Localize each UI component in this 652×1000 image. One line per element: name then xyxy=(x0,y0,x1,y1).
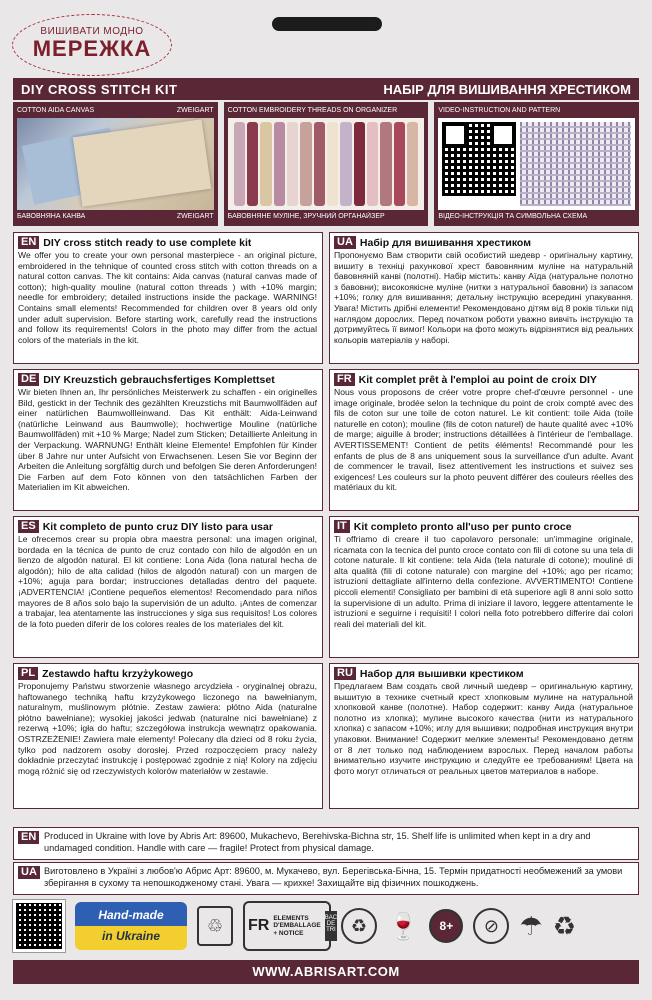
section-title: Kit completo de punto cruz DIY listo para usar xyxy=(42,520,273,533)
title-bar xyxy=(13,78,639,100)
lang-code: DE xyxy=(18,373,39,386)
info-text: ELEMENTS D'EMBALLAGE + NOTICE xyxy=(273,914,321,937)
section-title: DIY Kreuzstich gebrauchsfertiges Komplettset xyxy=(43,373,275,386)
qr-code-icon[interactable] xyxy=(442,122,516,196)
section-fr xyxy=(329,369,639,511)
age-warning-icon: 8+ xyxy=(429,909,463,943)
lang-code: UA xyxy=(18,866,40,879)
footer-ua xyxy=(13,862,639,895)
thread-skein xyxy=(300,122,311,206)
thread-skein xyxy=(367,122,378,206)
section-ua xyxy=(329,232,639,364)
recycle-icon: ♻ xyxy=(341,908,377,944)
section-text: Nous vous proposons de créer votre propre chef-d'œuvre personnel - une image originale, brodée selon la technique du point de croix compté avec des fils de coton sur une toile de coton naturel. Le kit contient: toile Aida (toile naturelle en coton); mouline (fils de coton naturel) de haute qualité avec +10% de marge; aiguille à broder; instructions détaillées à l'intérieur de l'emballage. AVERTISSEMENT! Contient de petits éléments! Recommandé pour les enfants de plus de 8 ans uniquement sous la surveillance d'un adulte. Avant de commencer le travail, lisez attentivement les instructions et suivez ses exigences! Les couleurs sur la photo peuvent différer des couleurs réelles des matériaux du kit. xyxy=(334,387,633,493)
lang-code: PL xyxy=(18,667,38,680)
section-text: Le ofrecemos crear su propia obra maestra personal: una imagen original, bordada en la técnica de punto de cruz contado con hilo de algodón en un lienzo de algodón natural. El kit contiene: Lona Aida (lona natural hecha de algodón); hilo de alta calidad (hilos de algodón natural) con un margen de +10%; aguja para bordar; instrucciones detalladas dentro del paquete. ¡ADVERTENCIA! ¡Contiene pequeños elementos! Recomendado para niños mayores de 8 años solo bajo la supervisión de un adulto. ¡Antes de comenzar a trabajar, lea atentamente las instrucciones y siga sus requisitos! Los colores de la foto pueden diferir de los colores reales de los materiales del kit. xyxy=(18,534,317,629)
thread-skein xyxy=(247,122,258,206)
photo-caption-top: COTTON AIDA CANVAS xyxy=(17,107,95,114)
section-text: Ti offriamo di creare il tuo capolavoro personale: un'immagine originale, ricamata con la tecnica del punto croce contato con fili di cotone su una tela di cotone naturale. Il kit contiene: tela Aida (tela naturale di cotone); mouliné di alta qualità (fili di cotone naturale) con margine del +10%; ago per ricamo; istruzioni dettagliate all'interno della confezione. AVVERTIMENTO! Contiene piccoli elementi! Consigliato per bambini di età superiore agli 8 anni solo sotto la supervisione di un adulto. Prima di iniziare il lavoro, leggere attentamente le istruzioni e seguirne i requisiti! I colori nella foto potrebbero differire dai colori reali dei materiali del kit. xyxy=(334,534,633,629)
handmade-badge xyxy=(75,902,187,950)
title-ua: НАБІР ДЛЯ ВИШИВАННЯ ХРЕСТИКОМ xyxy=(383,81,631,97)
threads-image xyxy=(228,118,425,210)
section-title: Kit completo pronto all'uso per punto croce xyxy=(353,520,572,533)
photo-canvas xyxy=(13,102,218,226)
no-children-icon: ⊘ xyxy=(473,908,509,944)
handmade-line1: Hand-made xyxy=(98,908,164,922)
footer-text: Виготовлено в Україні з любов'ю Абрис Арт: 89600, м. Мукачево, вул. Берегівська-Бічна, 15. Термін придатності необмежений за умови зберігання в сухому та непошкодженому стані. Увага — крихке! Захищайте від фізичних пошкоджень. xyxy=(44,866,623,888)
section-it xyxy=(329,516,639,658)
handmade-line2: in Ukraine xyxy=(101,929,161,943)
dispose-bin-icon: ♻ xyxy=(552,910,576,941)
thread-skein xyxy=(260,122,271,206)
lang-code: ES xyxy=(18,520,39,533)
symbol-scheme xyxy=(520,122,631,206)
thread-skein xyxy=(314,122,325,206)
thread-skein xyxy=(327,122,338,206)
photo-caption-top: COTTON EMBROIDERY THREADS ON ORGANIZER xyxy=(227,107,398,114)
info-bac: BAC DE TRI xyxy=(325,911,337,941)
photo-caption-top: VIDEO-INSTRUCTION AND PATTERN xyxy=(438,107,561,114)
section-text: Пропонуємо Вам створити свій особистий шедевр - оригінальну картину, вишиту в техніці рахункової хрест бавовняним муліне на натуральній бавовняній канві (полотні). Набір містить: канву Аїда (натуральне полотно з бавовни); високоякісне муліне (нитки з натуральної бавовни) із запасом +10%; голку для вишивання; детальну інструкцію всередині упакування. Увага! Містить дрібні елементи! Рекомендовано дітям від 8 років тільки під наглядом дорослих. Перед початком роботи уважно вивчіть інструкцію та дотримуйтесь її вимог! Кольори на фото можуть відрізнятися від реальних кольорів матеріалів у наборі. xyxy=(334,250,633,345)
lang-code: EN xyxy=(18,236,39,249)
lang-code: UA xyxy=(334,236,356,249)
lang-code: FR xyxy=(334,373,355,386)
section-text: Proponujemy Państwu stworzenie własnego arcydzieła - oryginalnej obrazu, haftowanego techniką haftu krzyżykowego liczonego na bawełnianym, naturalnym, muślinowym płótnie. Zestaw zawiera: płótno Aida (naturalne płótno bawełniane); wysokiej jakości jedwab (naturalne nici bawełniane) z rezerwą +10%; igła do haftu; szczegółowa instrukcja wewnątrz opakowania. OSTRZEŻENIE! Zawiera małe elementy! Polecany dla dzieci od 8 roku życia, tylko pod nadzorem osoby dorosłej. Przed rozpoczęciem pracy należy dokładnie przeczytać instrukcję i postępować zgodnie z nią! Kolory na zdjęciu mogą różnić się od rzeczywistych kolorów materiałów w zestawie. xyxy=(18,681,317,776)
section-title: Zestawdo haftu krzyżykowego xyxy=(42,667,194,680)
product-photos xyxy=(13,102,639,226)
sorting-info-badge xyxy=(243,901,338,951)
section-en xyxy=(13,232,323,364)
section-title: DIY cross stitch ready to use complete kit xyxy=(43,236,252,249)
footer-text: Produced in Ukraine with love by Abris Art: 89600, Mukachevo, Berehivska-Bichna str, 15. Shelf life is unlimited when kept in a dry and undamaged condition. Handle with care — fragile! Protect from physical damage. xyxy=(44,831,591,853)
section-de xyxy=(13,369,323,511)
brand-name: МЕРЕЖКА xyxy=(32,36,152,61)
thread-skein xyxy=(274,122,285,206)
pattern-image xyxy=(438,118,635,210)
brand-tagline: ВИШИВАТИ МОДНО xyxy=(40,26,144,37)
lang-code: IT xyxy=(334,520,350,533)
certification-icons xyxy=(13,897,639,955)
thread-skein xyxy=(340,122,351,206)
lang-code: RU xyxy=(334,667,356,680)
section-title: Набор для вышивки крестиком xyxy=(359,667,524,680)
section-pl xyxy=(13,663,323,809)
photo-caption-bottom: БАВОВНЯНЕ МУЛІНЕ, ЗРУЧНИЙ ОРГАНАЙЗЕР xyxy=(227,213,385,220)
thread-skein xyxy=(394,122,405,206)
hang-slot xyxy=(272,17,382,31)
brand-logo xyxy=(12,14,172,76)
canvas-image xyxy=(17,118,214,210)
photo-pattern xyxy=(434,102,639,226)
keep-dry-umbrella-icon: ☂ xyxy=(519,910,543,941)
section-text: We offer you to create your own personal masterpiece - an original picture, embroidered in the tehnique of counted cross stitch with cotton threads on a natural cotton canvas. The kit contains: Aida canvas (natural canvas made of cotton); high-quality mouline (natural cotton threads ) with +10% margin; needle for embroidery; detailed instructions inside the package. WARNING! Contains small elements! Recommended for children over 8 years old only under adult supervision. Before starting work, carefully read the instructions and follow its requirements! Colors in the photo may differ from the actual colors of the materials in the kit. xyxy=(18,250,317,345)
section-ru xyxy=(329,663,639,809)
photo-threads xyxy=(224,102,429,226)
section-title: Набір для вишивання хрестиком xyxy=(359,236,531,249)
lang-code: EN xyxy=(18,831,39,844)
title-en: DIY CROSS STITCH KIT xyxy=(21,81,178,97)
section-text: Предлагаем Вам создать свой личный шедевр – оригинальную картину, вышитую в технике счетный крест хлопковым мулине на натуральной хлопковой канве (полотне). Набор содержит: канву Аида (натуральное полотно из хлопка); мулине высокого качества (нити из натурального хлопка) с запасом +10%; иглу для вышивки; подробная инструкция внутри упаковки. Внимание! Содержит мелкие элементы! Рекомендовано детям от 8 лет только под наблюдением взрослых. Перед началом работы внимательно изучите инструкцию и следуйте ее требованиям! Цвета на фото могут отличаться от реальных цветов материалов в наборе. xyxy=(334,681,633,776)
section-title: Kit complet prêt à l'emploi au point de croix DIY xyxy=(358,373,597,386)
photo-caption-bottom: БАВОВНЯНА КАНВА xyxy=(17,213,86,220)
section-es xyxy=(13,516,323,658)
thread-skein xyxy=(287,122,298,206)
thread-skein xyxy=(380,122,391,206)
thread-skein xyxy=(354,122,365,206)
language-sections xyxy=(13,232,639,809)
website-bar[interactable]: WWW.ABRISART.COM xyxy=(13,960,639,984)
thread-skein xyxy=(234,122,245,206)
section-text: Wir bieten Ihnen an, Ihr persönliches Meisterwerk zu schaffen - ein originelles Bild, gestickt in der Technik des gezählten Kreuzstichs mit Baumwollfäden auf einer natürlichen Baumwollleinwand. Das Kit enthält: Aida-Leinwand (natürliche Leinwand aus Baumwolle); hochwertige Mouline (natürliche Baumwollfäden) mit +10 % Marge; Nadel zum Sticken; Detaillierte Anleitung in der Verpackung. WARNUNG! Enthält kleine Elemente! Empfohlen für Kinder über 8 Jahre nur unter Aufsicht von Erwachsenen. Lesen Sie vor Beginn der Arbeiten die Anleitung sorgfältig durch und befolgen Sie deren Anforderungen! Die Farben auf dem Foto können von den tatsächlichen Farben der Materialien im Kit abweichen. xyxy=(18,387,317,493)
triman-icon: ♲ xyxy=(197,906,233,946)
qr-code-small-icon[interactable] xyxy=(13,900,65,952)
photo-caption-bottom: ВІДЕО-ІНСТРУКЦІЯ ТА СИМВОЛЬНА СХЕМА xyxy=(438,213,588,220)
info-fr: FR xyxy=(248,917,270,934)
thread-skein xyxy=(407,122,418,206)
photo-brand-bottom: ZWEIGART xyxy=(176,213,214,220)
footer-en xyxy=(13,827,639,860)
photo-brand-top: ZWEIGART xyxy=(176,107,214,114)
glass-fork-icon: 🍷 xyxy=(387,910,420,941)
